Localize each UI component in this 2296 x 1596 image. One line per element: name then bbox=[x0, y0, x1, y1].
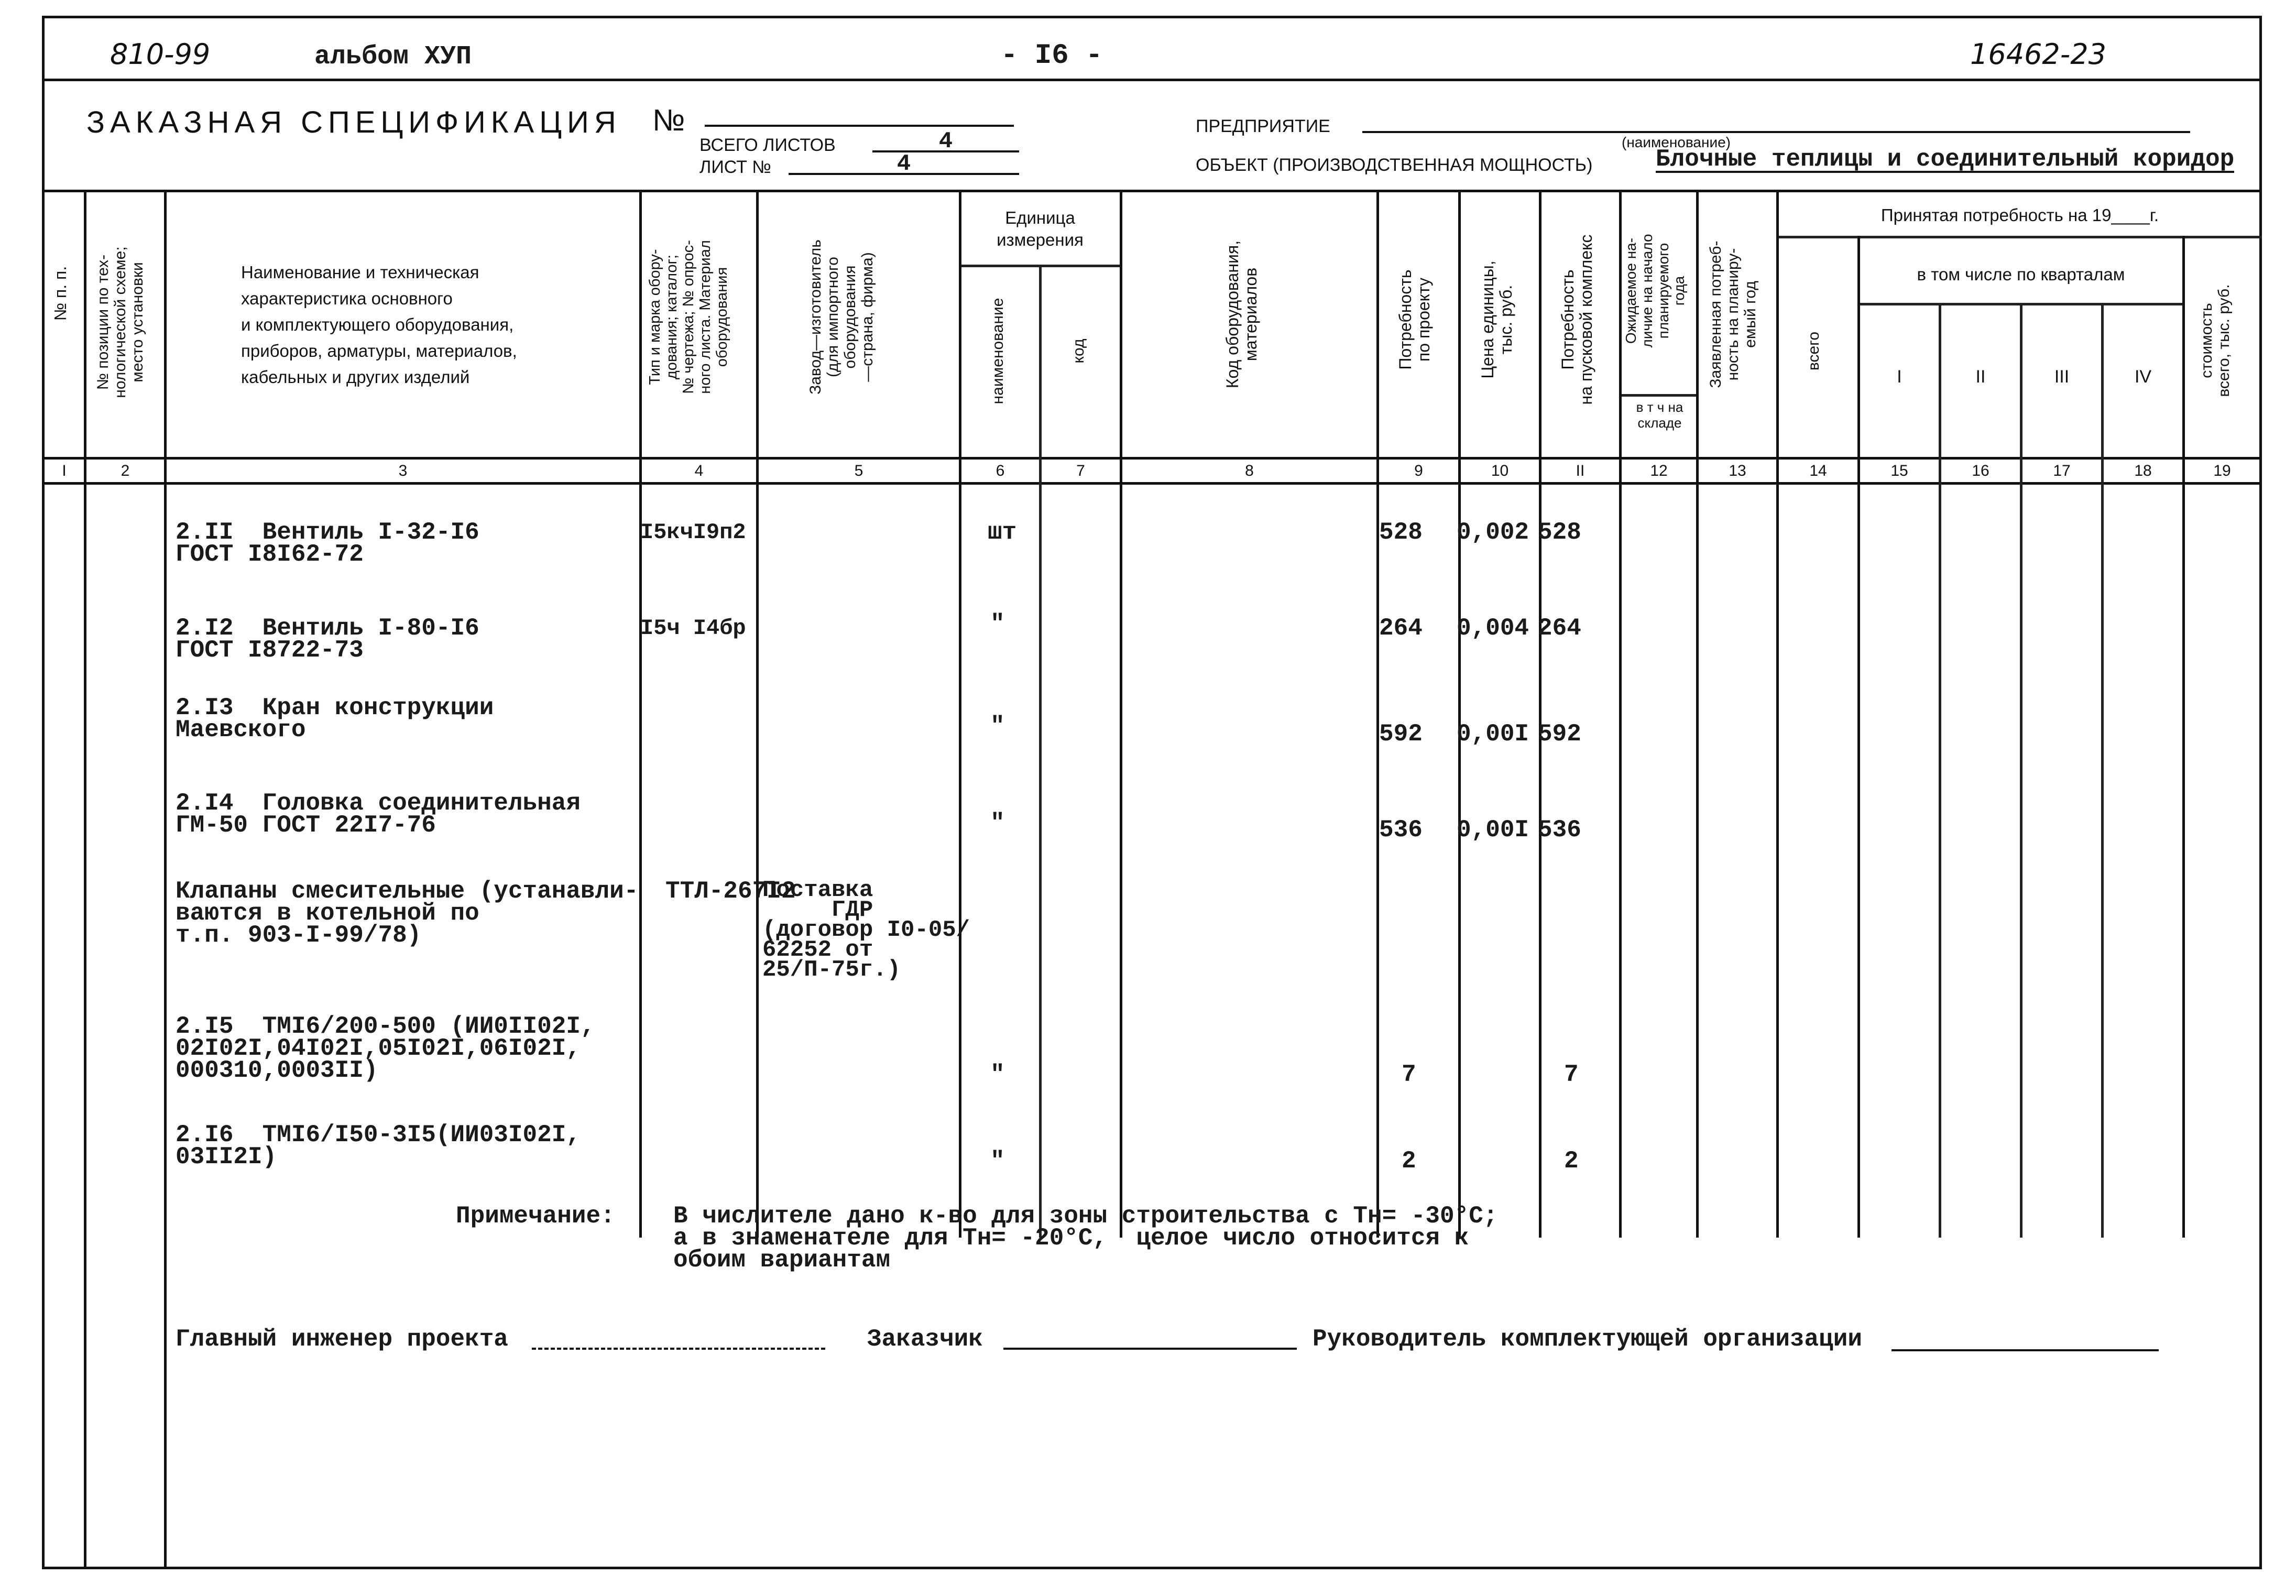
row5-name: Клапаны смесительные (устанавли- ваются в котельной по т.п. 903-I-99/78) bbox=[176, 878, 639, 949]
sheet-value: 4 bbox=[789, 151, 1019, 175]
colnum-9: 9 bbox=[1414, 462, 1423, 479]
colnum-19: 19 bbox=[2213, 462, 2231, 479]
col3-header: Наименование и техническая характеристика основного и комплектующего оборудования, приборов, арматуры, материалов, кабельных и других изделий bbox=[241, 263, 517, 387]
row4-launch: 536 bbox=[1538, 816, 1581, 844]
col19-header: стоимость всего, тыс. руб. bbox=[2198, 284, 2233, 397]
head-signature-line bbox=[1892, 1349, 2159, 1351]
colnum-3: 3 bbox=[398, 462, 408, 479]
colnum-7: 7 bbox=[1076, 462, 1085, 479]
vrule-10 bbox=[1539, 190, 1541, 1238]
row3-name: 2.I3 Кран конструкции Маевского bbox=[176, 694, 494, 744]
row2-type: I5ч I4бр bbox=[640, 616, 746, 641]
vrule-15 bbox=[1939, 303, 1941, 1238]
row1-need: 528 bbox=[1379, 519, 1423, 546]
number-field bbox=[705, 125, 1014, 127]
row4-unit: " bbox=[990, 810, 1005, 837]
row6-unit: " bbox=[990, 1061, 1005, 1088]
row5-maker: Поставка ГДР (договор I0-05/ 62252 от 25/П-75г.) bbox=[762, 877, 970, 983]
col14-header: всего bbox=[1805, 331, 1822, 371]
colnum-2: 2 bbox=[121, 462, 130, 479]
colnum-6: 6 bbox=[996, 462, 1005, 479]
row1-type: I5кчI9п2 bbox=[640, 520, 746, 545]
vrule-3 bbox=[639, 190, 642, 1238]
total-sheets-label: ВСЕГО ЛИСТОВ bbox=[699, 135, 836, 155]
row7-unit: " bbox=[990, 1147, 1005, 1175]
customer-signature-line bbox=[1003, 1348, 1297, 1350]
row1-launch: 528 bbox=[1538, 519, 1581, 546]
vrule-18 bbox=[2182, 236, 2185, 1238]
sheet-label: ЛИСТ № bbox=[699, 157, 771, 177]
chief-engineer-label: Главный инженер проекта bbox=[176, 1326, 508, 1353]
vrule-4 bbox=[756, 190, 759, 1238]
col1-header: № п. п. bbox=[51, 266, 70, 321]
quarters-group-header: в том числе по кварталам bbox=[1917, 265, 2125, 284]
vrule-6 bbox=[1039, 265, 1042, 1238]
col7-header: код bbox=[1070, 338, 1087, 364]
colnum-17: 17 bbox=[2053, 462, 2071, 479]
col13-header: Заявленная потреб- ность на планиру- емый год bbox=[1707, 241, 1759, 388]
colnum-10: 10 bbox=[1491, 462, 1509, 479]
vrule-7 bbox=[1120, 190, 1122, 1238]
accepted-group-header: Принятая потребность на 19____г. bbox=[1880, 205, 2159, 225]
object-naming-label: (наименование) bbox=[1622, 134, 1731, 150]
row4-price: 0,00I bbox=[1457, 816, 1529, 844]
row3-price: 0,00I bbox=[1457, 720, 1529, 748]
frame-left bbox=[42, 16, 45, 1569]
page-title: ЗАКАЗНАЯ СПЕЦИФИКАЦИЯ bbox=[86, 105, 621, 139]
colnum-8: 8 bbox=[1245, 462, 1254, 479]
colnum-4: 4 bbox=[694, 462, 704, 479]
topline-divider bbox=[42, 79, 2262, 81]
album-label: альбом ХУП bbox=[314, 42, 472, 72]
vrule-1 bbox=[84, 190, 86, 1568]
colnum-15: 15 bbox=[1890, 462, 1908, 479]
row6-launch: 7 bbox=[1564, 1061, 1579, 1088]
head-label: Руководитель комплектующей организации bbox=[1313, 1326, 1862, 1353]
row2-price: 0,004 bbox=[1457, 615, 1529, 642]
colnum-5: 5 bbox=[854, 462, 863, 479]
vrule-16 bbox=[2020, 303, 2022, 1238]
col6-header: наименование bbox=[989, 298, 1007, 405]
vrule-5 bbox=[959, 190, 961, 1238]
col11-header: Потребность на пусковой комплекс bbox=[1558, 234, 1596, 405]
object-label: ОБЪЕКТ (ПРОИЗВОДСТВЕННАЯ МОЩНОСТЬ) bbox=[1196, 155, 1593, 175]
col12-header-bottom: в т ч на складе bbox=[1636, 399, 1683, 431]
accepted-group-rule bbox=[1777, 236, 2262, 238]
q2-header: II bbox=[1975, 367, 1986, 387]
colnum-18: 18 bbox=[2134, 462, 2152, 479]
customer-label: Заказчик bbox=[867, 1326, 983, 1353]
note-text: В числителе дано к-во для зоны строительства с Тн= -30°C; а в знаменателе для Тн= -20°C, целое число относится к обоим вариантам bbox=[673, 1203, 1498, 1274]
vrule-12 bbox=[1696, 190, 1699, 1238]
colnum-14: 14 bbox=[1809, 462, 1827, 479]
row2-name: 2.I2 Вентиль I-80-I6 ГОСТ I8722-73 bbox=[176, 615, 479, 664]
note-label: Примечание: bbox=[456, 1203, 615, 1230]
vrule-13 bbox=[1776, 190, 1779, 1238]
vrule-17 bbox=[2101, 303, 2104, 1238]
row3-need: 592 bbox=[1379, 720, 1423, 748]
q4-header: IV bbox=[2134, 367, 2152, 387]
q1-header: I bbox=[1897, 367, 1902, 387]
q3-header: III bbox=[2054, 367, 2070, 387]
vrule-9 bbox=[1458, 190, 1461, 1238]
col10-header: Цена единицы, тыс. руб. bbox=[1478, 260, 1516, 379]
frame-bottom bbox=[42, 1567, 2262, 1569]
enterprise-field bbox=[1362, 131, 2190, 133]
left-code: 810-99 bbox=[110, 38, 211, 71]
row6-name: 2.I5 ТМI6/200-500 (ИИ0II02I, 02I02I,04I02I,05I02I,06I02I, 000310,0003II) bbox=[176, 1013, 595, 1084]
row4-name: 2.I4 Головка соединительная ГМ-50 ГОСТ 22I7-76 bbox=[176, 790, 581, 839]
row4-need: 536 bbox=[1379, 816, 1423, 844]
row3-unit: " bbox=[990, 713, 1005, 740]
row1-name: 2.II Вентиль I-32-I6 ГОСТ I8I62-72 bbox=[176, 519, 479, 568]
col8-header: Код оборудования, материалов bbox=[1223, 240, 1261, 389]
vrule-8 bbox=[1376, 190, 1379, 1238]
frame-top bbox=[42, 16, 2262, 18]
row2-need: 264 bbox=[1379, 615, 1423, 642]
col4-header: Тип и марка обору- дования; каталог; № чертежа; № опрос- ного листа. Материал оборудования bbox=[647, 240, 730, 394]
total-sheets-value: 4 bbox=[872, 128, 1019, 152]
row2-launch: 264 bbox=[1538, 615, 1581, 642]
vrule-2 bbox=[164, 190, 167, 1568]
row1-unit: шт bbox=[988, 519, 1017, 546]
col2-header: № позиции по тех- нологической схеме; место установки bbox=[94, 246, 146, 398]
col12-header-top: Ожидаемое на- личие на начало планируемого года bbox=[1623, 234, 1688, 348]
frame-right bbox=[2259, 16, 2262, 1569]
object-value: Блочные теплицы и соединительный коридор bbox=[1656, 146, 2235, 173]
row7-launch: 2 bbox=[1564, 1147, 1579, 1175]
col9-header: Потребность по проекту bbox=[1396, 269, 1434, 370]
row7-name: 2.I6 ТМI6/I50-3I5(ИИ03I02I, 03II2I) bbox=[176, 1121, 581, 1171]
colnum-12: 12 bbox=[1650, 462, 1668, 479]
colnum-1: I bbox=[62, 462, 67, 479]
chief-engineer-signature-line bbox=[532, 1348, 825, 1350]
row2-unit: " bbox=[990, 610, 1005, 638]
page-number: - I6 - bbox=[1001, 40, 1103, 72]
row1-price: 0,002 bbox=[1457, 519, 1529, 546]
row6-need: 7 bbox=[1402, 1061, 1416, 1088]
col5-header: Завод—изготовитель (для импортного оборудования —страна, фирма) bbox=[807, 239, 876, 395]
row7-need: 2 bbox=[1402, 1147, 1416, 1175]
row5-type: ТТЛ-267I2 bbox=[665, 878, 796, 905]
col12-split-rule bbox=[1620, 394, 1697, 397]
vrule-11 bbox=[1619, 190, 1622, 1238]
number-label: № bbox=[652, 103, 685, 137]
table-top-rule bbox=[42, 190, 2262, 192]
colnum-13: 13 bbox=[1729, 462, 1746, 479]
colnum-11: II bbox=[1576, 462, 1585, 479]
enterprise-label: ПРЕДПРИЯТИЕ bbox=[1196, 116, 1330, 136]
colnum-16: 16 bbox=[1972, 462, 1989, 479]
unit-group-header: Единица измерения bbox=[997, 208, 1084, 249]
right-code: 16462-23 bbox=[1970, 38, 2106, 71]
row3-launch: 592 bbox=[1538, 720, 1581, 748]
